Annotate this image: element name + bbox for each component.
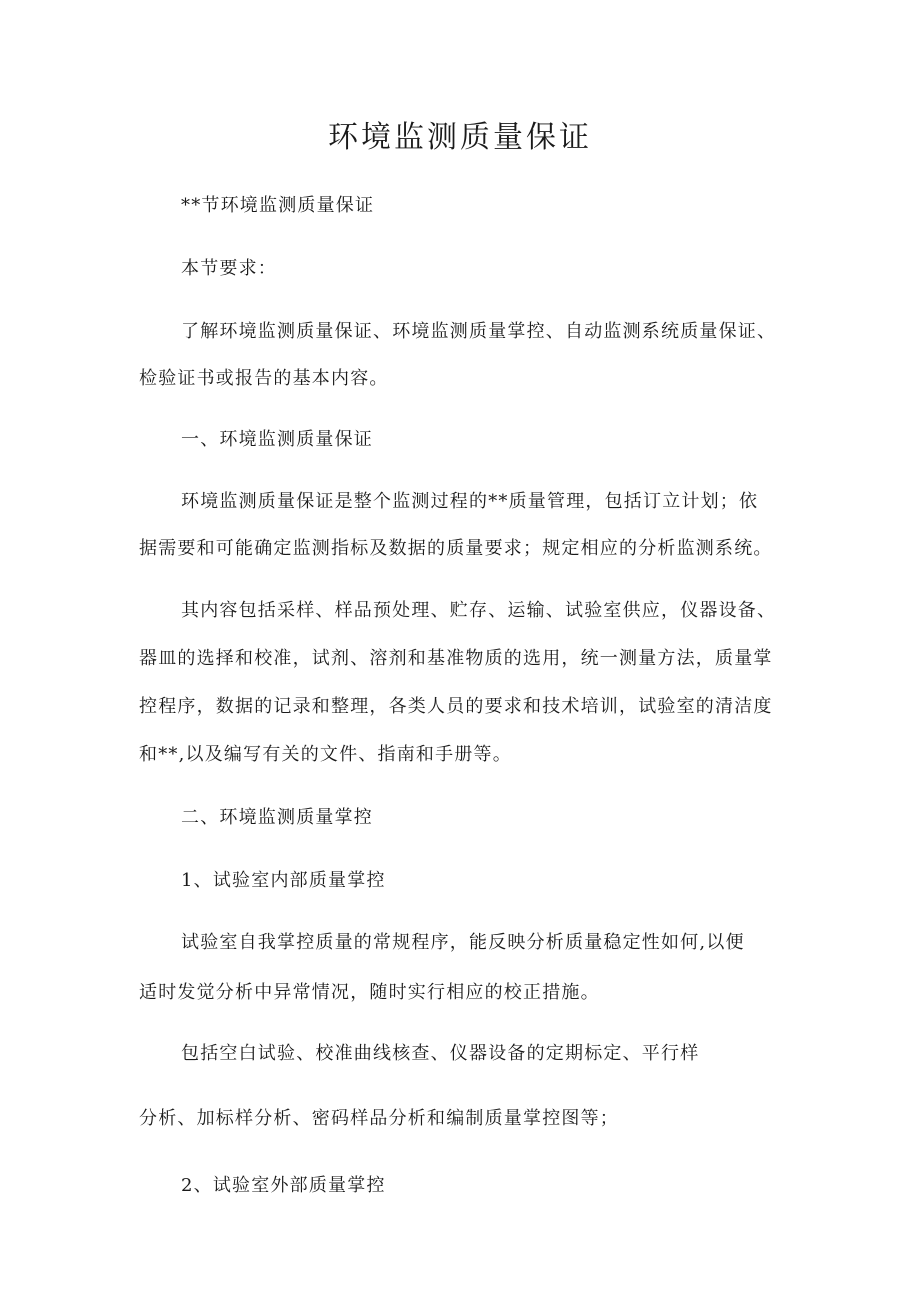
- paragraph-line: 适时发觉分析中异常情况，随时实行相应的校正措施。: [139, 982, 600, 1003]
- paragraph-line: 了解环境监测质量保证、环境监测质量掌控、自动监测系统质量保证、: [181, 321, 777, 342]
- subsection-heading: 二、环境监测质量掌控: [181, 807, 373, 828]
- paragraph-line: 分析、加标样分析、密码样品分析和编制质量掌控图等；: [139, 1108, 619, 1129]
- paragraph-line: 其内容包括采样、样品预处理、贮存、运输、试验室供应，仪器设备、: [181, 600, 777, 621]
- paragraph-line: 和**,以及编写有关的文件、指南和手册等。: [139, 744, 512, 765]
- subsection-heading: 一、环境监测质量保证: [181, 429, 373, 450]
- document-title: 环境监测质量保证: [328, 120, 592, 155]
- paragraph-line: 检验证书或报告的基本内容。: [139, 368, 389, 389]
- subsection-heading: 2、试验室外部质量掌控: [181, 1175, 386, 1196]
- paragraph-line: 环境监测质量保证是整个监测过程的**质量管理，包括订立计划；依: [181, 491, 759, 512]
- paragraph-line: 控程序，数据的记录和整理，各类人员的要求和技术培训，试验室的清洁度: [139, 696, 773, 717]
- paragraph-line: 试验室自我掌控质量的常规程序，能反映分析质量稳定性如何,以便: [181, 932, 745, 953]
- section-heading: **节环境监测质量保证: [181, 195, 375, 216]
- paragraph-line: 包括空白试验、校准曲线核查、仪器设备的定期标定、平行样: [181, 1043, 700, 1064]
- subsection-heading: 1、试验室内部质量掌控: [181, 870, 386, 891]
- paragraph-line: 器皿的选择和校准，试剂、溶剂和基准物质的选用，统一测量方法，质量掌: [139, 648, 773, 669]
- requirements-label: 本节要求：: [181, 258, 277, 279]
- paragraph-line: 据需要和可能确定监测指标及数据的质量要求；规定相应的分析监测系统。: [139, 538, 773, 559]
